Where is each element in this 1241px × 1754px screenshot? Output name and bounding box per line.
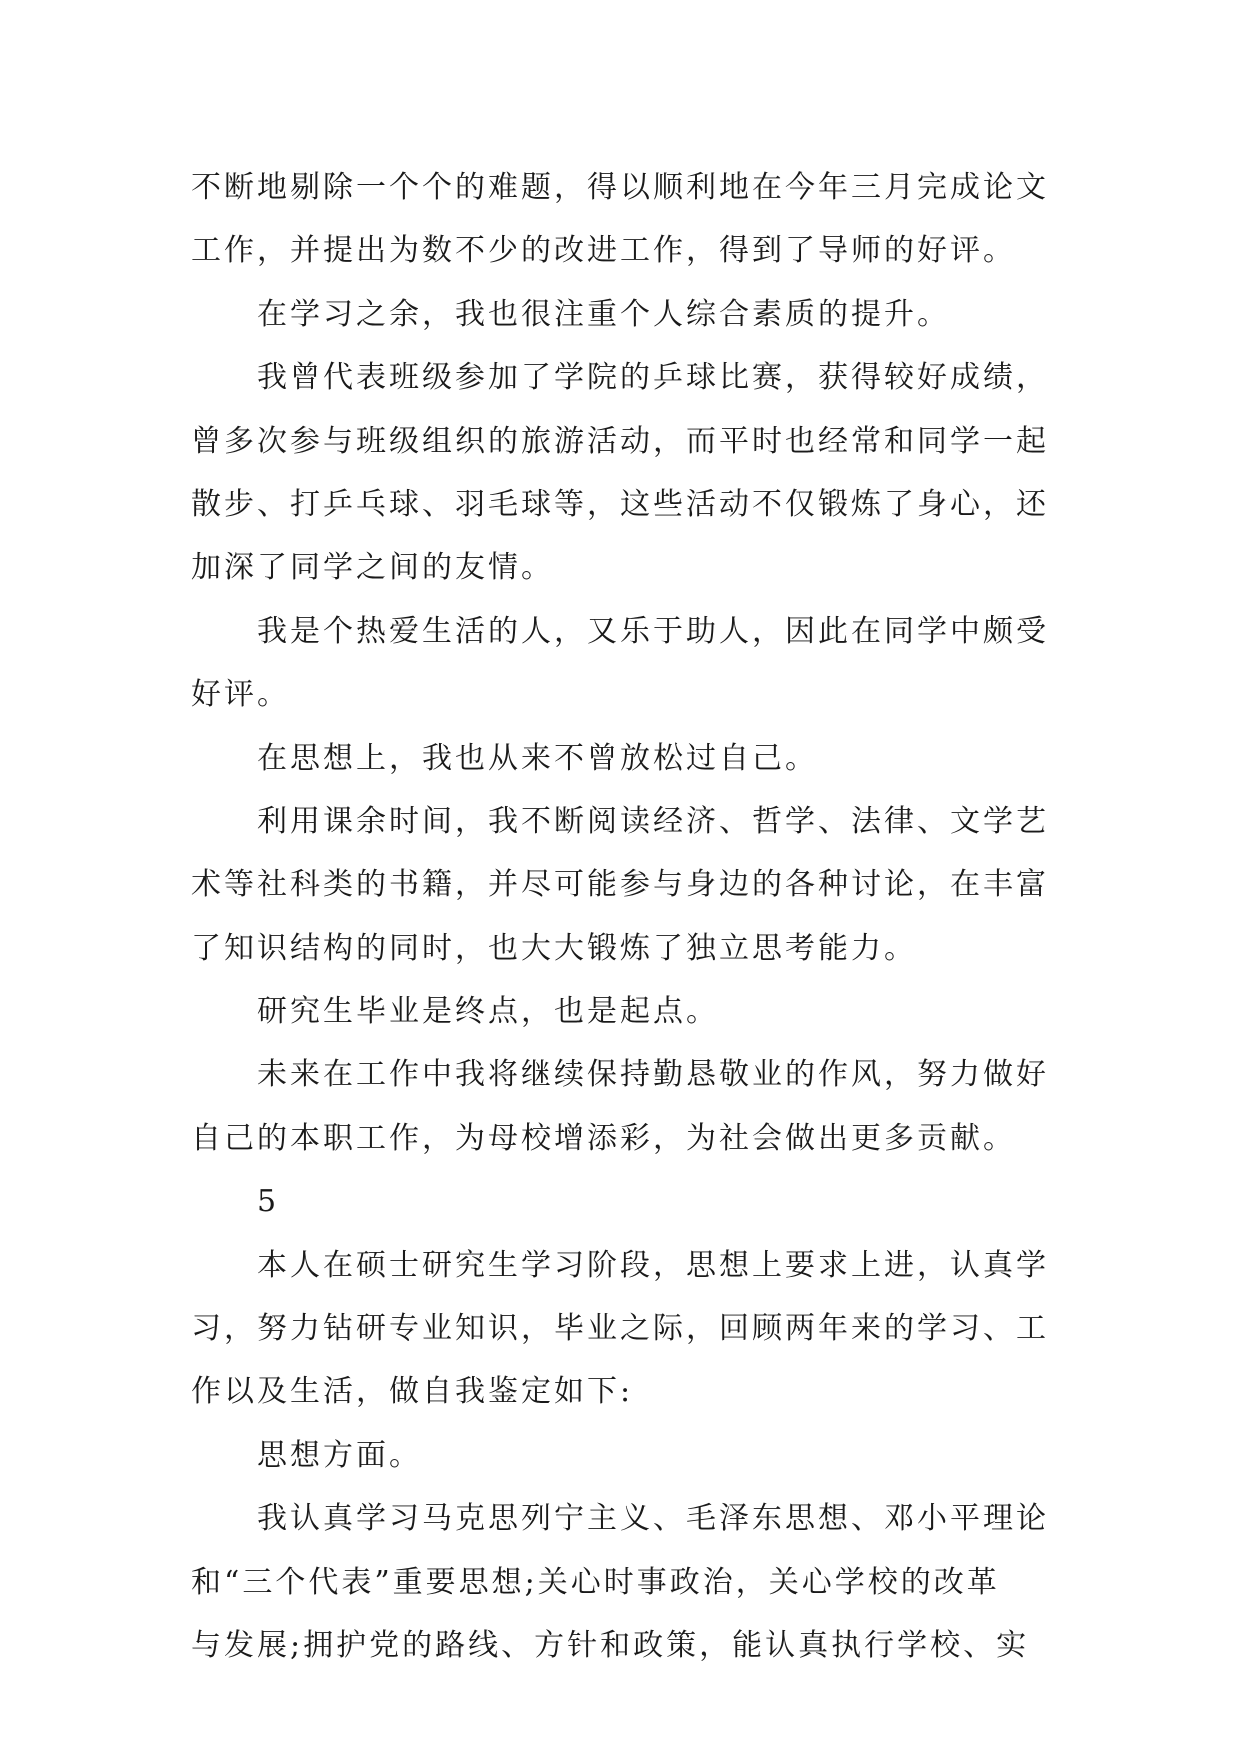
text-line: 作以及生活，做自我鉴定如下: <box>191 1374 634 1410</box>
text-line: 了知识结构的同时，也大大锻炼了独立思考能力。 <box>191 930 917 966</box>
document-body <box>191 156 1061 1677</box>
text-line: 本人在硕士研究生学习阶段，思想上要求上进，认真学 <box>257 1247 1049 1283</box>
text-line: 在思想上，我也从来不曾放松过自己。 <box>257 740 818 776</box>
text-line: 工作，并提出为数不少的改进工作，得到了导师的好评。 <box>191 233 1016 269</box>
text-line: 自己的本职工作，为母校增添彩，为社会做出更多贡献。 <box>191 1120 1016 1156</box>
text-line: 加深了同学之间的友情。 <box>191 550 554 586</box>
text-line: 5 <box>257 1184 280 1220</box>
text-line: 曾多次参与班级组织的旅游活动，而平时也经常和同学一起 <box>191 423 1049 459</box>
text-line: 与发展;拥护党的路线、方针和政策，能认真执行学校、实 <box>191 1627 1030 1663</box>
text-line: 我是个热爱生活的人，又乐于助人，因此在同学中颇受 <box>257 613 1049 649</box>
text-line: 和“三个代表”重要思想;关心时事政治，关心学校的改革 <box>191 1564 1000 1600</box>
text-line: 研究生毕业是终点，也是起点。 <box>257 994 719 1030</box>
text-line: 不断地剔除一个个的难题，得以顺利地在今年三月完成论文 <box>191 170 1049 205</box>
text-line: 我认真学习马克思列宁主义、毛泽东思想、邓小平理论 <box>257 1501 1049 1537</box>
text-line: 我曾代表班级参加了学院的乒球比赛，获得较好成绩， <box>257 360 1049 396</box>
text-line: 思想方面。 <box>257 1437 422 1473</box>
text-line: 在学习之余，我也很注重个人综合素质的提升。 <box>257 296 950 332</box>
text-line: 习，努力钻研专业知识，毕业之际，回顾两年来的学习、工 <box>191 1311 1049 1347</box>
text-line: 术等社科类的书籍，并尽可能参与身边的各种讨论，在丰富 <box>191 867 1049 903</box>
text-line: 利用课余时间，我不断阅读经济、哲学、法律、文学艺 <box>257 803 1049 839</box>
text-line: 散步、打乒乓球、羽毛球等，这些活动不仅锻炼了身心，还 <box>191 486 1049 522</box>
text-line: 好评。 <box>191 677 290 713</box>
text-line: 未来在工作中我将继续保持勤恳敬业的作风，努力做好 <box>257 1057 1049 1093</box>
